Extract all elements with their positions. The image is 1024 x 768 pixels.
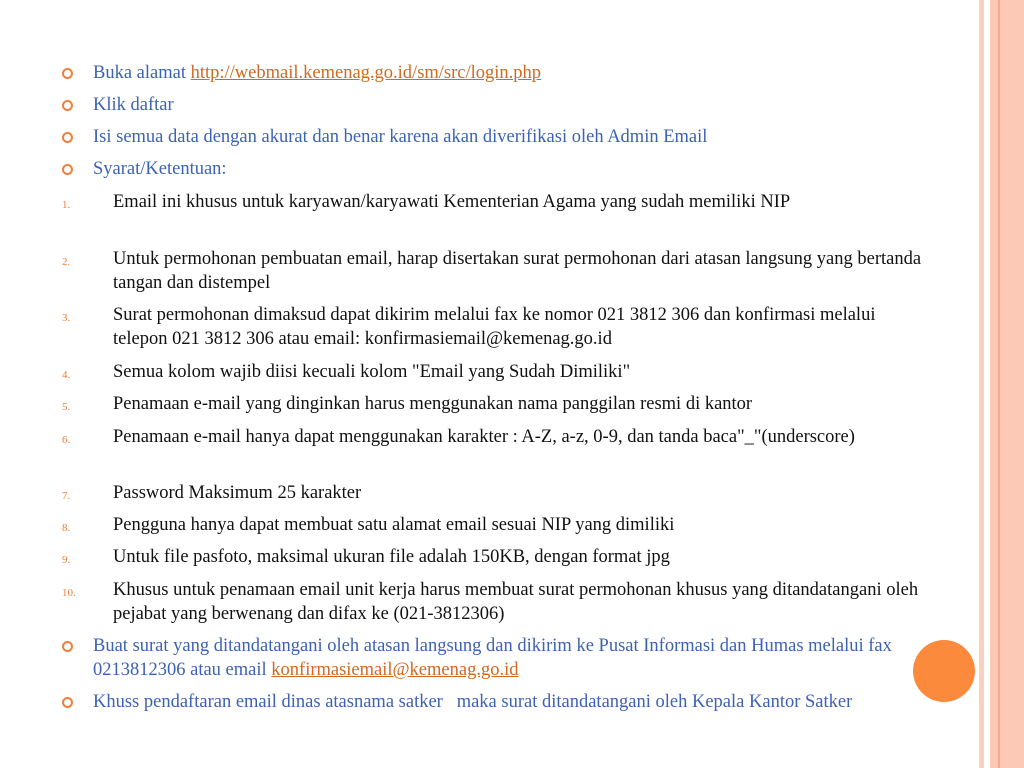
item-text: Khusus untuk penamaan email unit kerja harus membuat surat permohonan khusus yang ditandatangani oleh pejabat yang berwenang dan difax ke (021-3812306) bbox=[113, 580, 919, 624]
decor-stripe bbox=[979, 0, 984, 768]
bullet-icon bbox=[62, 132, 73, 143]
numbered-item bbox=[62, 392, 932, 416]
item-number: 10. bbox=[62, 587, 76, 599]
item-number: 5. bbox=[62, 401, 71, 413]
item-text: Isi semua data dengan akurat dan benar karena akan diverifikasi oleh Admin Email bbox=[93, 127, 708, 147]
bullet-icon bbox=[62, 68, 73, 79]
item-text: Password Maksimum 25 karakter bbox=[113, 483, 362, 503]
numbered-item bbox=[62, 513, 932, 537]
email-link[interactable]: konfirmasiemail@kemenag.go.id bbox=[271, 660, 519, 680]
item-number: 1. bbox=[62, 199, 71, 211]
bullet-item bbox=[62, 634, 932, 682]
bullet-item bbox=[62, 61, 932, 85]
bullet-item bbox=[62, 93, 932, 117]
bullet-item bbox=[62, 690, 932, 714]
numbered-item bbox=[62, 578, 932, 626]
item-text: Untuk permohonan pembuatan email, harap disertakan surat permohonan dari atasan langsung yang bertanda tangan dan distempel bbox=[113, 249, 922, 293]
item-number: 6. bbox=[62, 434, 71, 446]
bullet-item bbox=[62, 125, 932, 149]
numbered-item bbox=[62, 247, 932, 295]
bullet-item bbox=[62, 157, 932, 181]
item-text: Pengguna hanya dapat membuat satu alamat email sesuai NIP yang dimiliki bbox=[113, 515, 675, 535]
item-text: Buka alamat bbox=[93, 63, 191, 83]
bullet-icon bbox=[62, 100, 73, 111]
numbered-item bbox=[62, 481, 932, 505]
item-text: Email ini khusus untuk karyawan/karyawati Kementerian Agama yang sudah memiliki NIP bbox=[113, 192, 791, 212]
numbered-item bbox=[62, 425, 932, 449]
item-number: 8. bbox=[62, 522, 71, 534]
item-text: Untuk file pasfoto, maksimal ukuran file adalah 150KB, dengan format jpg bbox=[113, 547, 670, 567]
login-link[interactable]: http://webmail.kemenag.go.id/sm/src/login.php bbox=[190, 63, 542, 83]
item-text: Penamaan e-mail hanya dapat menggunakan karakter : A-Z, a-z, 0-9, dan tanda baca"_"(underscore) bbox=[113, 427, 855, 447]
item-number: 9. bbox=[62, 554, 71, 566]
numbered-item bbox=[62, 545, 932, 569]
bullet-icon bbox=[62, 697, 73, 708]
bullet-icon bbox=[62, 164, 73, 175]
item-text: Khuss pendaftaran email dinas atasnama satker maka surat ditandatangani oleh Kepala Kantor Satker bbox=[93, 692, 853, 712]
numbered-item bbox=[62, 303, 932, 351]
item-number: 2. bbox=[62, 256, 71, 268]
item-number: 3. bbox=[62, 312, 71, 324]
item-text: Semua kolom wajib diisi kecuali kolom "Email yang Sudah Dimiliki" bbox=[113, 362, 631, 382]
item-number: 4. bbox=[62, 369, 71, 381]
numbered-item bbox=[62, 190, 932, 214]
item-number: 7. bbox=[62, 490, 71, 502]
bullet-icon bbox=[62, 641, 73, 652]
numbered-item bbox=[62, 360, 932, 384]
item-text: Surat permohonan dimaksud dapat dikirim melalui fax ke nomor 021 3812 306 dan konfirmasi melalui telepon 021 3812 306 atau email: konfirmasiemail@kemenag.go.id bbox=[113, 305, 876, 349]
decor-stripe bbox=[998, 0, 1000, 768]
decor-stripe bbox=[990, 0, 1024, 768]
item-text: Syarat/Ketentuan: bbox=[93, 159, 227, 179]
item-text: Buat surat yang ditandatangani oleh atasan langsung dan dikirim ke Pusat Informasi dan Humas melalui fax 0213812306 atau email bbox=[93, 636, 892, 680]
item-text: Klik daftar bbox=[93, 95, 174, 115]
item-text: Penamaan e-mail yang dinginkan harus menggunakan nama panggilan resmi di kantor bbox=[113, 394, 753, 414]
